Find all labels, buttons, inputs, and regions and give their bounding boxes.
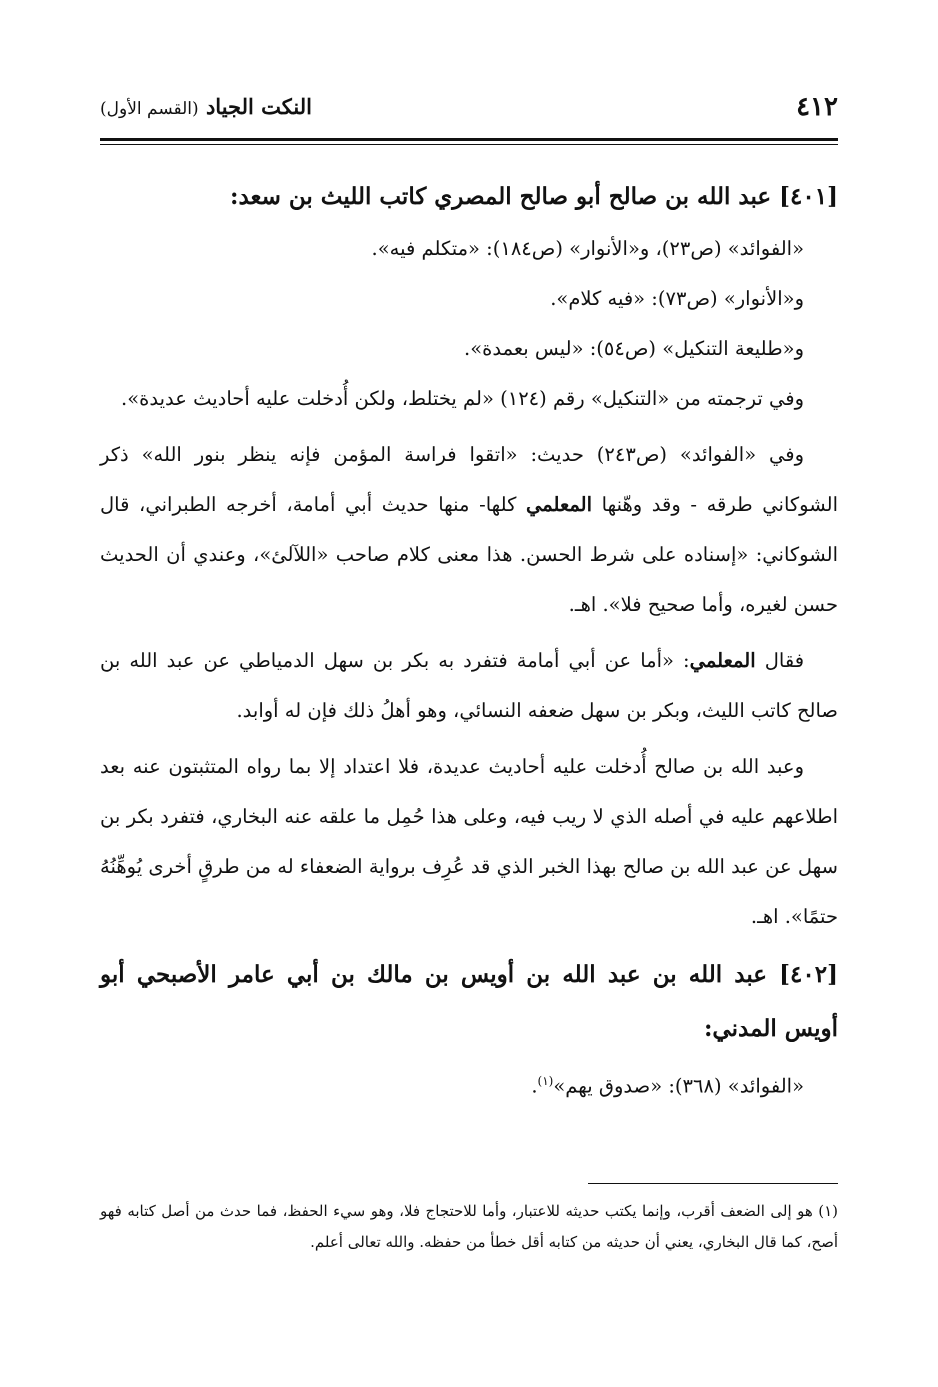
author-name: المعلمي: [526, 493, 593, 516]
entry-number: [٤٠١]: [779, 183, 838, 210]
paragraph-text: كلها- منها حديث أبي أمامة، أخرجه الطبراني، قال الشوكاني: «إسناده على شرط الحسن. هذا معنى كلام صاحب «اللآلئ»، وعندي أن الحديث حسن لغيره، وأما صحيح فلا». اهـ.: [100, 493, 838, 616]
narrator-name: عبد الله بن عبد الله بن أويس بن مالك بن أبي عامر الأصبحي أبو أويس المدني:: [100, 961, 838, 1042]
citation-line: و«طليعة التنكيل» (ص٥٤): «ليس بعمدة».: [464, 337, 804, 360]
paragraph-text: فقال: [764, 649, 805, 672]
footnote-reference[interactable]: (١): [537, 1074, 554, 1088]
header-rule-thin: [100, 144, 838, 145]
entry-heading-401: [100, 170, 838, 224]
narrator-name: عبد الله بن صالح أبو صالح المصري كاتب الليث بن سعد:: [229, 183, 772, 210]
citation-paragraph: وفي ترجمته من «التنكيل» رقم (١٢٤) «لم يختلط، ولكن أُدخلت عليه أحاديث عديدة».: [121, 387, 804, 410]
quote-paragraph: وعبد الله بن صالح أُدخلت عليه أحاديث عديدة، فلا اعتداد إلا بما رواه المتثبتون عنه بعد اطلاعهم عليه في أصله الذي لا ريب فيه، وعلى هذا حُمِل ما علقه عنه البخاري، فتفرد بكر بن سهل عن عبد الله بن صالح بهذا الخبر الذي قد عُرِف برواية الضعفاء له من طرقٍ أخرى يُوهِّنُهُ حتمًا». اهـ.: [100, 755, 838, 928]
paragraph-text: : «أما عن أبي أمامة فتفرد به بكر بن سهل الدمياطي عن عبد الله بن صالح كاتب الليث، وبكر بن سهل ضعفه النسائي، وهو أهلُ ذلك فإن له أوابد.: [100, 649, 838, 722]
running-title: [100, 94, 312, 119]
main-text: [100, 170, 838, 1118]
citation-line: [100, 1056, 838, 1112]
fawaid-paragraph: [100, 430, 838, 630]
entry-heading-402: [100, 948, 838, 1056]
citation-text: «الفوائد» (٣٦٨): «صدوق يهم»: [553, 1074, 804, 1098]
citation-line: و«الأنوار» (ص٧٣): «فيه كلام».: [550, 287, 804, 310]
book-title: النكت الجياد: [205, 94, 312, 119]
entry-number: [٤٠٢]: [779, 961, 838, 988]
section-label: (القسم الأول): [100, 99, 199, 119]
quote-paragraph: [100, 636, 838, 736]
paragraph-text: وفي «الفوائد» (ص٢٤٣) حديث: «اتقوا فراسة المؤمن فإنه ينظر بنور الله» ذكر الشوكاني طرقه - وقد وهّنها: [100, 443, 838, 516]
author-name: المعلمي: [689, 649, 756, 672]
footnote: (١) هو إلى الضعف أقرب، وإنما يكتب حديثه للاعتبار، وأما للاحتجاج فلا، وهو سيء الحفظ، فما حدث من أصل كتابه فهو أصح، كما قال البخاري، يعني أن حديثه من كتابه أقل خطأ من حفظه. والله تعالى أعلم.: [100, 1202, 838, 1251]
header-rule-thick: [100, 138, 838, 141]
citation-line: «الفوائد» (ص٢٣)، و«الأنوار» (ص١٨٤): «متكلم فيه».: [371, 237, 804, 260]
sentence-end: .: [531, 1074, 538, 1098]
page-header: [100, 92, 838, 128]
footnote-separator: [588, 1183, 838, 1184]
page-number: ٤١٢: [796, 92, 838, 122]
